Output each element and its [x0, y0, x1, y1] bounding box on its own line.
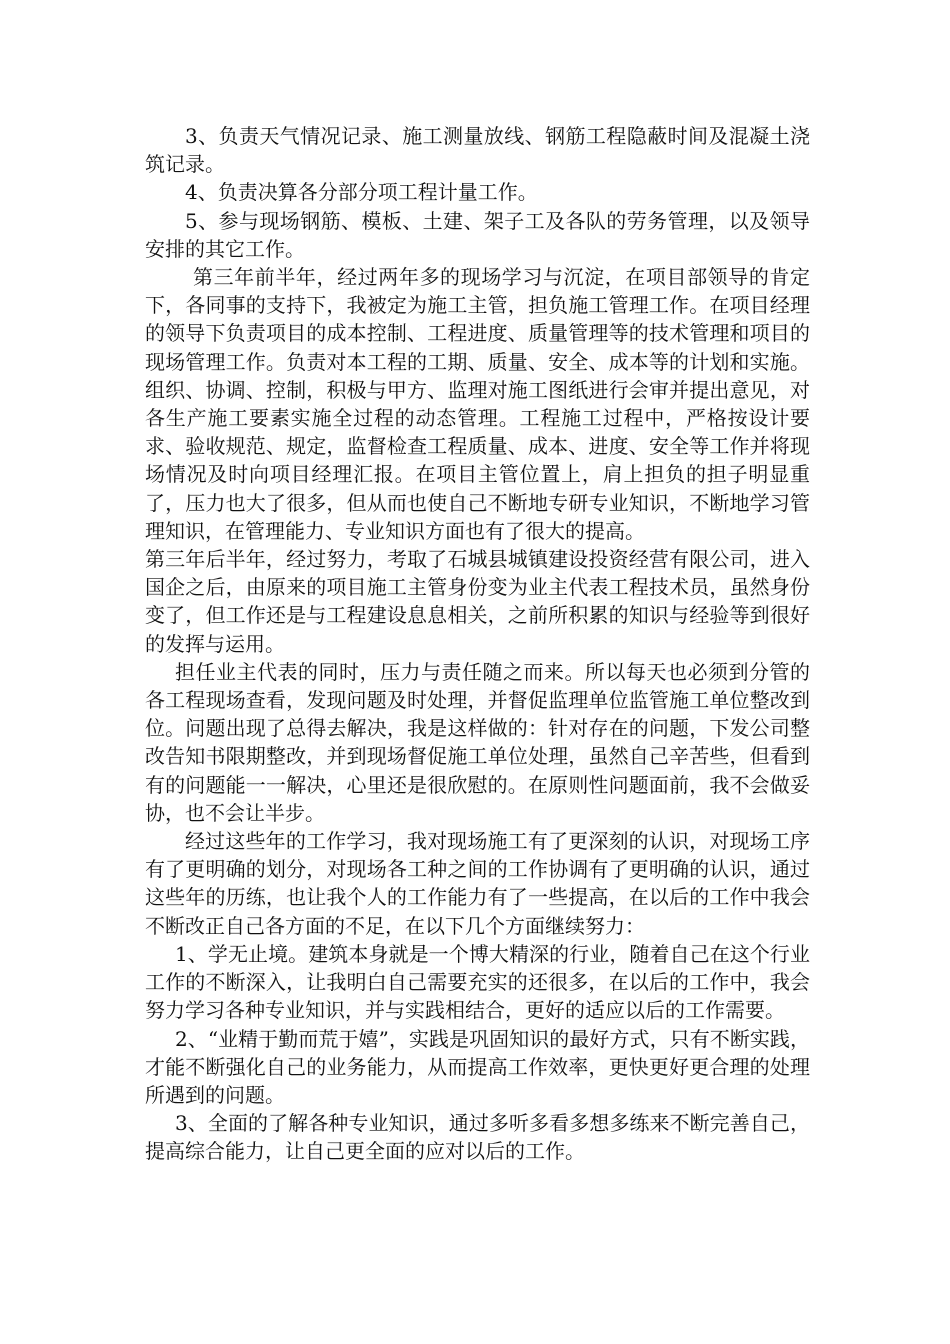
- paragraph-third-year-second-half: 第三年后半年，经过努力，考取了石城县城镇建设投资经营有限公司，进入国企之后，由原来的项目施工主管身份变为业主代表工程技术员，虽然身份变了，但工作还是与工程建设息息相关，之前所积累的知识与经验等到很好的发挥与运用。: [145, 547, 810, 656]
- paragraph-goal-2: 2、“业精于勤而荒于嬉”，实践是巩固知识的最好方式，只有不断实践，才能不断强化自己的业务能力，从而提高工作效率，更快更好更合理的处理所遇到的问题。: [145, 1026, 810, 1107]
- paragraph-duty-5: 5、参与现场钢筋、模板、土建、架子工及各队的劳务管理，以及领导安排的其它工作。: [145, 208, 810, 261]
- paragraph-third-year-first-half: 第三年前半年，经过两年多的现场学习与沉淀，在项目部领导的肯定下，各同事的支持下，我被定为施工主管，担负施工管理工作。在项目经理的领导下负责项目的成本控制、工程进度、质量管理等的技术管理和项目的现场管理工作。负责对本工程的工期、质量、安全、成本等的计划和实施。组织、协调、控制，积极与甲方、监理对施工图纸进行会审并提出意见，对各生产施工要素实施全过程的动态管理。工程施工过程中，严格按设计要求、验收规范、规定，监督检查工程质量、成本、进度、安全等工作并将现场情况及时向项目经理汇报。在项目主管位置上，肩上担负的担子明显重了，压力也大了很多，但从而也使自己不断地专研专业知识，不断地学习管理知识，在管理能力、专业知识方面也有了很大的提高。: [145, 265, 810, 543]
- document-body: [145, 122, 810, 1166]
- paragraph-summary: 经过这些年的工作学习，我对现场施工有了更深刻的认识，对现场工序有了更明确的划分，对现场各工种之间的工作协调有了更明确的认识，通过这些年的历练，也让我个人的工作能力有了一些提高，在以后的工作中我会不断改正自己各方面的不足，在以下几个方面继续努力：: [145, 829, 810, 938]
- paragraph-owner-representative: 担任业主代表的同时，压力与责任随之而来。所以每天也必须到分管的各工程现场查看，发现问题及时处理，并督促监理单位监管施工单位整改到位。问题出现了总得去解决，我是这样做的：针对存在的问题，下发公司整改告知书限期整改，并到现场督促施工单位处理，虽然自己辛苦些，但看到有的问题能一一解决，心里还是很欣慰的。在原则性问题面前，我不会做妥协，也不会让半步。: [145, 659, 810, 825]
- paragraph-goal-3: 3、全面的了解各种专业知识，通过多听多看多想多练来不断完善自己，提高综合能力，让自己更全面的应对以后的工作。: [145, 1111, 810, 1164]
- paragraph-goal-1: 1、学无止境。建筑本身就是一个博大精深的行业，随着自己在这个行业工作的不断深入，让我明白自己需要充实的还很多，在以后的工作中，我会努力学习各种专业知识，并与实践相结合，更好的适应以后的工作需要。: [145, 941, 810, 1023]
- paragraph-duty-3: 3、负责天气情况记录、施工测量放线、钢筋工程隐蔽时间及混凝土浇筑记录。: [145, 124, 810, 177]
- paragraph-duty-4: 4、负责决算各分部分项工程计量工作。: [185, 180, 538, 205]
